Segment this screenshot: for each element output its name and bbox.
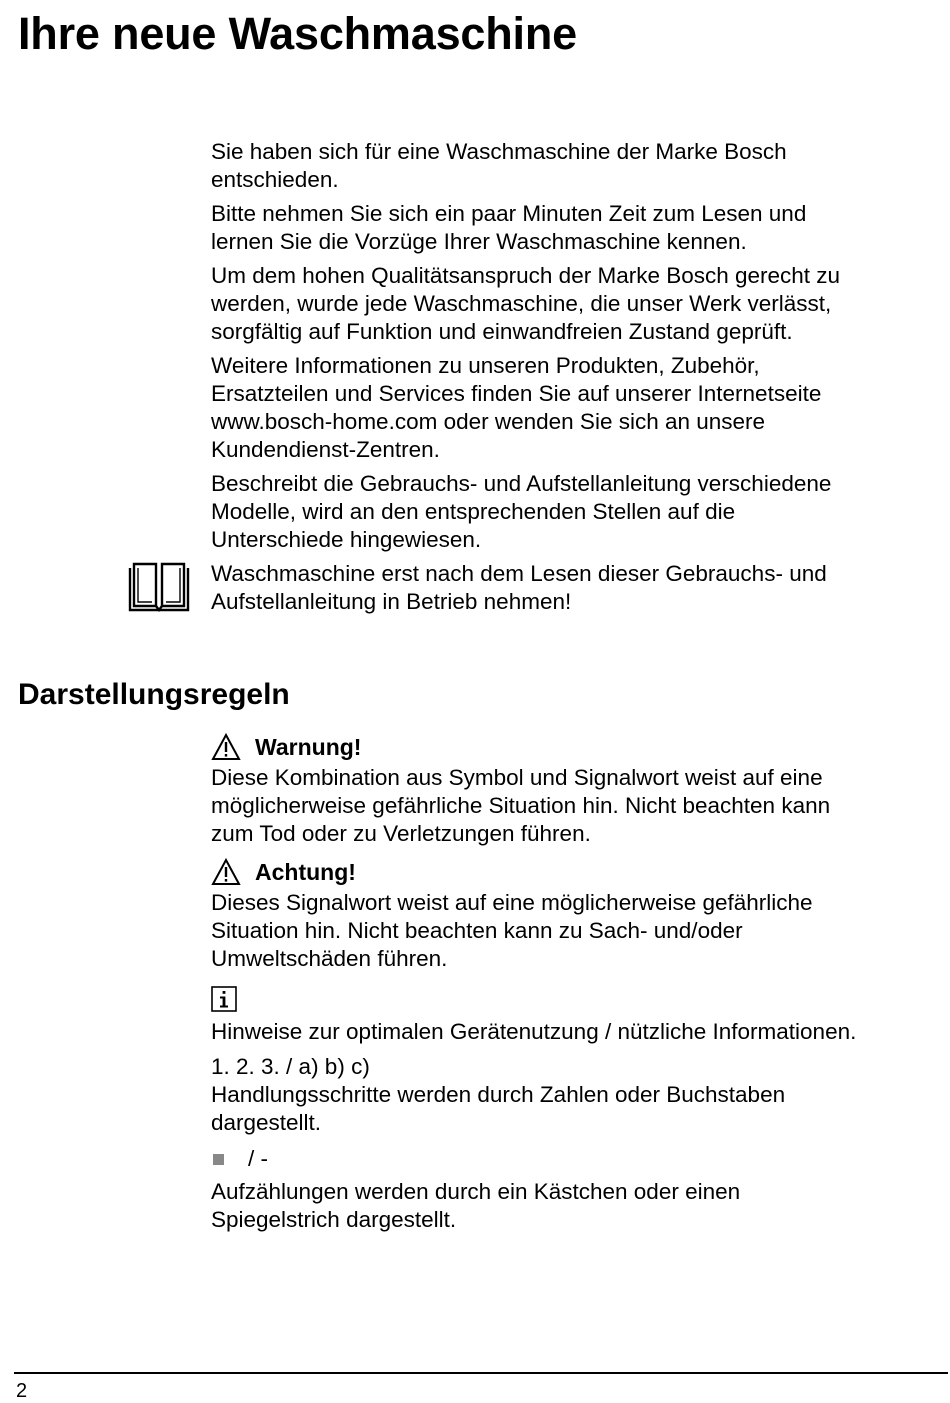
steps-description: [211, 1081, 946, 1137]
caution-convention: [211, 855, 946, 973]
text-line: Dieses Signalwort weist auf eine möglicherweise gefährliche: [211, 890, 813, 915]
caution-label: Achtung!: [255, 858, 356, 885]
text-line: Unterschiede hingewiesen.: [211, 527, 482, 552]
intro-paragraph: [211, 352, 946, 464]
steps-marker: 1. 2. 3. / a) b) c): [211, 1054, 370, 1079]
text-line: werden, wurde jede Waschmaschine, die unser Werk verlässt,: [211, 291, 832, 316]
bullets-marker: / -: [248, 1146, 268, 1171]
text-line: Sie haben sich für eine Waschmaschine der Marke Bosch: [211, 139, 787, 164]
warning-heading: [211, 730, 946, 764]
text-line: Spiegelstrich dargestellt.: [211, 1207, 457, 1232]
footer-divider: [14, 1372, 948, 1374]
info-heading: [211, 980, 946, 1018]
text-line: Aufstellanleitung in Betrieb nehmen!: [211, 589, 572, 614]
text-line: Kundendienst-Zentren.: [211, 437, 440, 462]
text-line: Aufzählungen werden durch ein Kästchen oder einen: [211, 1179, 741, 1204]
text-line: Hinweise zur optimalen Gerätenutzung / nützliche Informationen.: [211, 1019, 857, 1044]
warning-label: Warnung!: [255, 733, 362, 760]
text-line: Handlungsschritte werden durch Zahlen oder Buchstaben: [211, 1082, 786, 1107]
intro-paragraph: [211, 138, 946, 194]
caution-description: [211, 889, 946, 973]
warning-triangle-icon: [211, 733, 241, 761]
warning-triangle-icon: [211, 858, 241, 886]
section-title: Darstellungsregeln: [18, 678, 290, 711]
text-line: dargestellt.: [211, 1110, 322, 1135]
intro-paragraph: [211, 470, 946, 554]
text-line: Situation hin. Nicht beachten kann zu Sach- und/oder: [211, 918, 743, 943]
text-line: Bitte nehmen Sie sich ein paar Minuten Zeit zum Lesen und: [211, 201, 807, 226]
info-icon: [211, 986, 237, 1012]
info-description: [211, 1018, 946, 1046]
text-line: Modelle, wird an den entsprechenden Stellen auf die: [211, 499, 736, 524]
warning-description: [211, 764, 946, 848]
text-line: sorgfältig auf Funktion und einwandfreien Zustand geprüft.: [211, 319, 793, 344]
bullets-convention: [211, 1144, 946, 1234]
square-bullet-icon: [213, 1154, 224, 1165]
intro-paragraph: [211, 560, 946, 616]
caution-heading: [211, 855, 946, 889]
page-number: 2: [16, 1380, 28, 1402]
warning-convention: [211, 730, 946, 848]
text-line: Ersatzteilen und Services finden Sie auf unserer Internetseite: [211, 381, 822, 406]
text-line: zum Tod oder zu Verletzungen führen.: [211, 821, 591, 846]
text-line: Weitere Informationen zu unseren Produkten, Zubehör,: [211, 353, 760, 378]
intro-section: [211, 138, 946, 622]
text-line: Umweltschäden führen.: [211, 946, 448, 971]
text-line: entschieden.: [211, 167, 339, 192]
text-line: Waschmaschine erst nach dem Lesen dieser Gebrauchs- und: [211, 561, 827, 586]
text-line: Beschreibt die Gebrauchs- und Aufstellanleitung verschiedene: [211, 471, 832, 496]
text-line: www.bosch-home.com oder wenden Sie sich an unsere: [211, 409, 766, 434]
text-line: möglicherweise gefährliche Situation hin. Nicht beachten kann: [211, 793, 831, 818]
text-line: lernen Sie die Vorzüge Ihrer Waschmaschine kennen.: [211, 229, 747, 254]
text-line: Um dem hohen Qualitätsanspruch der Marke Bosch gerecht zu: [211, 263, 841, 288]
bullets-heading: [211, 1144, 946, 1174]
intro-paragraph: [211, 200, 946, 256]
conventions-list: [211, 730, 946, 1241]
info-convention: [211, 980, 946, 1046]
open-book-icon: [128, 560, 190, 612]
text-line: Diese Kombination aus Symbol und Signalwort weist auf eine: [211, 765, 823, 790]
intro-paragraph: [211, 262, 946, 346]
page-title: Ihre neue Waschmaschine: [18, 8, 577, 59]
steps-convention: [211, 1053, 946, 1137]
bullets-description: [211, 1178, 946, 1234]
